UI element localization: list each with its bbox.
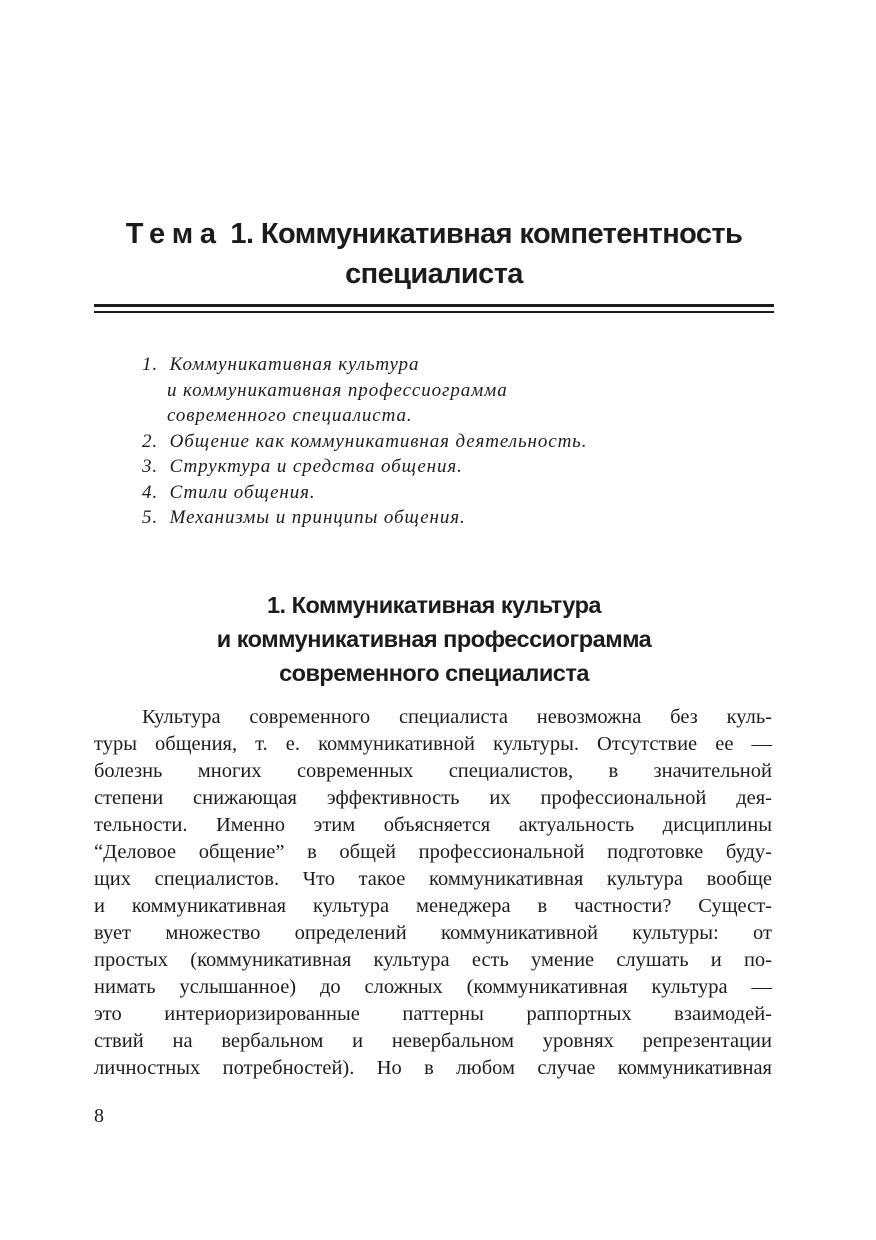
body-line: личностных потребностей). Но в любом случае коммуникативная: [94, 1057, 772, 1079]
toc-item-text: Стили общения.: [169, 481, 316, 503]
body-line: “Деловое общение” в общей профессиональной подготовке буду-: [94, 841, 772, 863]
toc-item-number: 1.: [142, 354, 159, 375]
page-number: 8: [94, 1105, 104, 1127]
section-heading-line: 1. Коммуникативная культура: [266, 592, 602, 618]
toc-item-text: Общение как коммуникативная деятельность.: [169, 430, 588, 452]
toc-item-text-continuation: современного специалиста.: [167, 405, 413, 426]
title-divider-thin: [94, 311, 774, 313]
body-line: болезнь многих современных специалистов, в значительной: [94, 760, 772, 782]
toc-item-number: 2.: [142, 430, 159, 452]
toc-item: [142, 454, 762, 480]
body-line: ствий на вербальном и невербальном уровнях репрезентации: [94, 1030, 772, 1052]
section-heading: [94, 588, 774, 690]
topic-title-line-1: 1. Коммуникативная компетентность: [230, 218, 743, 250]
body-line: и коммуникативная культура менеджера в частности? Сущест-: [94, 895, 772, 917]
section-heading-line: и коммуникативная профессиограмма: [216, 626, 652, 652]
topic-title-line-2: специалиста: [345, 258, 523, 290]
body-line: щих специалистов. Что такое коммуникативная культура вообще: [94, 868, 772, 890]
section-heading-line: современного специалиста: [279, 660, 589, 686]
body-line: нимать услышанное) до сложных (коммуникативная культура —: [94, 976, 772, 998]
toc-item-text-continuation: и коммуникативная профессиограмма: [167, 379, 508, 401]
body-line: Культура современного специалиста невозможна без куль-: [142, 706, 772, 728]
body-line: простых (коммуникативная культура есть умение слушать и по-: [94, 949, 772, 971]
body-line: тельности. Именно этим объясняется актуальность дисциплины: [94, 814, 772, 836]
topic-title: [94, 214, 774, 294]
toc-item-number: 4.: [142, 481, 159, 503]
toc-item: [142, 352, 762, 429]
toc-item-number: 5.: [142, 507, 159, 528]
body-line: туры общения, т. е. коммуникативной культуры. Отсутствие ее —: [94, 733, 772, 755]
body-line: степени снижающая эффективность их профессиональной дея-: [94, 787, 772, 809]
toc-item-number: 3.: [142, 456, 159, 477]
toc-item-text: Механизмы и принципы общения.: [169, 507, 466, 528]
body-line: это интериоризированные паттерны раппортных взаимодей-: [94, 1003, 772, 1025]
toc-item: [142, 480, 762, 506]
body-paragraph: [94, 704, 772, 1082]
toc-item-text: Коммуникативная культура: [169, 354, 420, 375]
toc-item-text: Структура и средства общения.: [169, 456, 463, 477]
topic-label: Тема: [125, 218, 223, 250]
toc-item: [142, 429, 762, 455]
body-line: вует множество определений коммуникативной культуры: от: [94, 922, 772, 944]
topic-contents-list: [142, 352, 762, 531]
title-divider-thick: [94, 304, 774, 307]
toc-item: [142, 505, 762, 531]
